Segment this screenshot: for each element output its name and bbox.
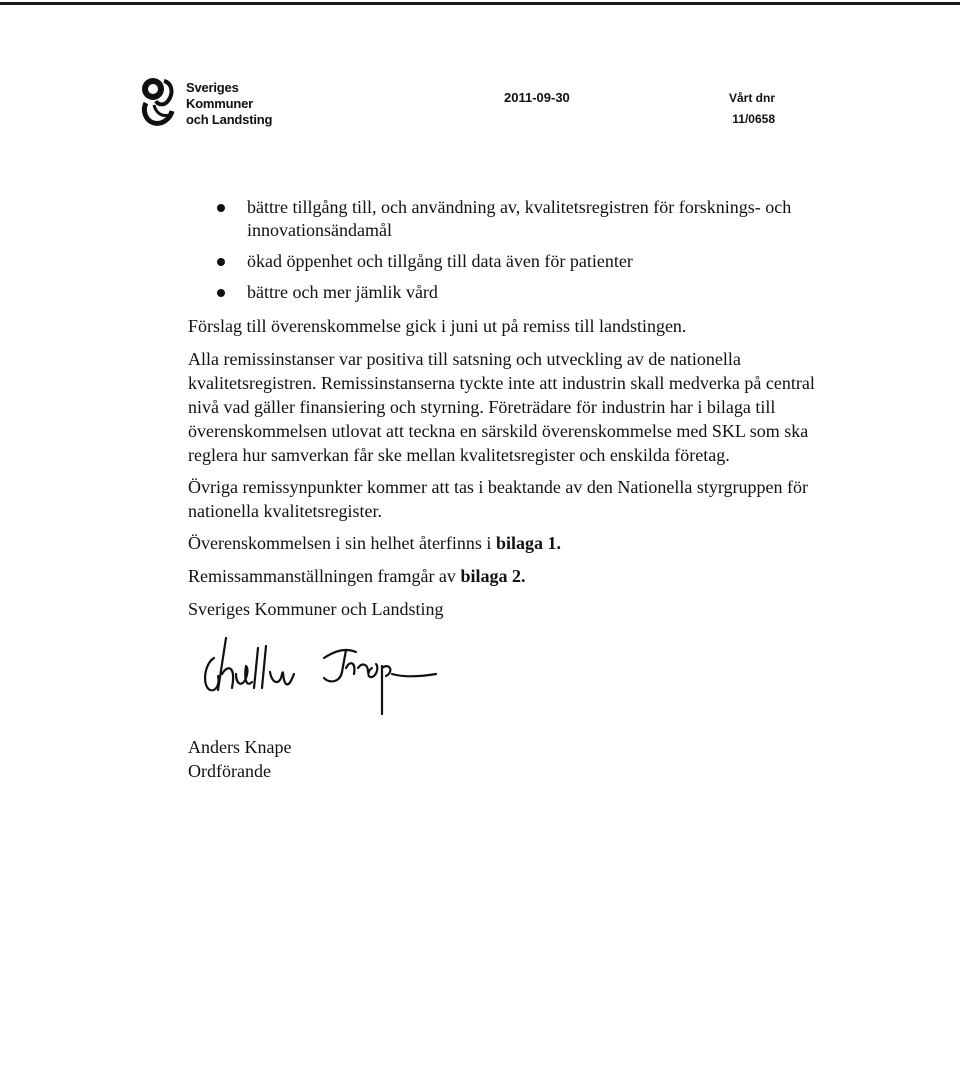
reference-label: Vårt dnr — [728, 91, 775, 105]
document-date: 2011-09-30 — [504, 90, 570, 105]
org-line-3: och Landsting — [186, 112, 273, 127]
body-text — [188, 314, 828, 630]
paragraph-bilaga-2 — [188, 564, 828, 588]
bullet-text: ökad öppenhet och tillgång till data även för patienter — [247, 251, 633, 271]
top-rule — [0, 2, 960, 5]
organization-name — [186, 80, 272, 128]
reference-number: 11/0658 — [732, 112, 775, 126]
signer-title: Ordförande — [188, 761, 271, 781]
bilaga-2-ref: bilaga 2. — [460, 566, 526, 586]
bilaga-1-ref: bilaga 1. — [495, 533, 561, 553]
signer-block — [188, 735, 291, 783]
paragraph-bilaga-1 — [188, 531, 828, 555]
bullet-text: bättre och mer jämlik vård — [247, 282, 438, 302]
paragraph-remissinstanser: Alla remissinstanser var positiva till satsning och utveckling av de nationella kvalitetsregistren. Remissinstanserna tyckte inte att industrin skall medverka på central nivå vad gäller finansiering och styrning. Företrädare för industrin har i bilaga till överenskommelsen utlovat att teckna en särskild överenskommelse med SKL som ska reglera hur samverkan får ske mellan kvalitetsregister och enskilda företag. — [188, 349, 815, 465]
org-line-1: Sveriges — [186, 80, 239, 95]
skl-logo — [140, 75, 176, 127]
paragraph-organization: Sveriges Kommuner och Landsting — [188, 599, 444, 619]
bullet-dot — [217, 204, 225, 212]
bilaga-1-text: Överenskommelsen i sin helhet återfinns i — [188, 533, 496, 553]
bullet-dot — [217, 289, 225, 297]
paragraph-remiss: Förslag till överenskommelse gick i juni ut på remiss till landstingen. — [188, 316, 687, 336]
bullet-item — [205, 196, 845, 242]
handwritten-signature — [196, 628, 456, 718]
bullet-dot — [217, 258, 225, 266]
signer-name: Anders Knape — [188, 737, 292, 757]
paragraph-remissynpunkter: Övriga remissynpunkter kommer att tas i beaktande av den Nationella styrgruppen för nationella kvalitetsregister. — [188, 477, 808, 521]
bullet-text: bättre tillgång till, och användning av, kvalitetsregistren för forsknings- och innovationsändamål — [247, 197, 792, 240]
bilaga-2-text: Remissammanställningen framgår av — [188, 566, 461, 586]
org-line-2: Kommuner — [186, 96, 254, 111]
bullet-list — [205, 196, 845, 312]
bullet-item — [205, 281, 845, 304]
bullet-item — [205, 250, 845, 273]
reference-block — [715, 88, 775, 130]
